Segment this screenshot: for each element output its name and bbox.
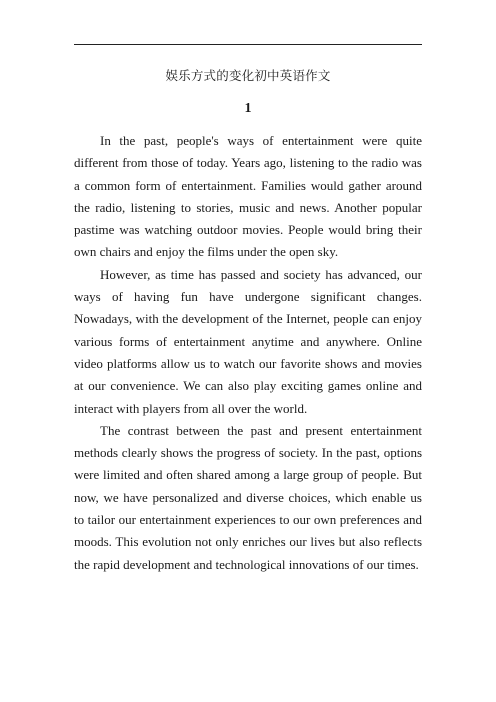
document-title: 娱乐方式的变化初中英语作文 [165,68,331,83]
paragraph-1: In the past, people's ways of entertainment were quite different from those of today. Years ago, listening to the radio was a common form of entertainment. Families would gather around the radio, listening to stories, music and news. Another popular pastime was watching outdoor movies. People would bring their own chairs and enjoy the films under the open sky. [74,133,422,260]
essay-body [74,130,422,576]
paragraph-2: However, as time has passed and society has advanced, our ways of having fun have undergone significant changes. Nowadays, with the development of the Internet, people can enjoy various forms of entertainment anytime and anywhere. Online video platforms allow us to watch our favorite shows and movies at our convenience. We can also play exciting games online and interact with players from all over the world. [74,266,422,416]
paragraph-3: The contrast between the past and present entertainment methods clearly shows the progress of society. In the past, options were limited and often shared among a large group of people. But now, we have personalized and diverse choices, which enable us to tailor our entertainment experiences to our own preferences and moods. This evolution not only enriches our lives but also reflects the rapid development and technological innovations of our times. [74,422,422,572]
section-number: 1 [244,101,252,116]
header-rule [74,44,422,45]
